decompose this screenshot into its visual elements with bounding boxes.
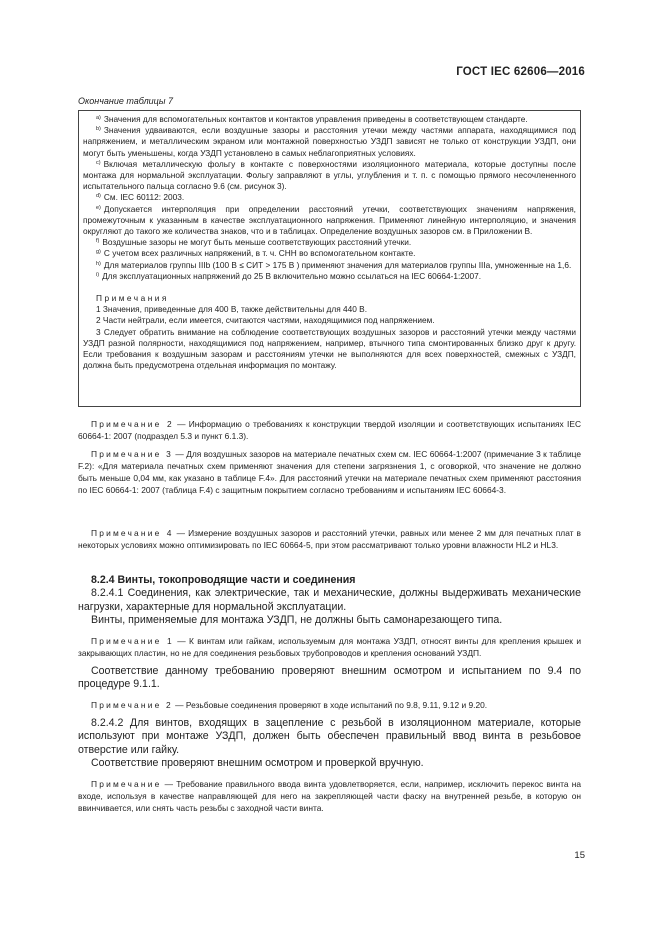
compliance-check: Соответствие данному требованию проверяют внешним осмотром и испытанием по 9.4 по процедуре 9.1.1. — [78, 664, 581, 690]
screw-requirement: Винты, применяемые для монтажа УЗДП, не должны быть самонарезающего типа. — [91, 614, 503, 626]
note-2: Примечание 2 — Информацию о требованиях к конструкции твердой изоляции и соответствующих испытаниях IEC 60664-1: 2007 (подраздел 5.3 и пункт 6.1.3). — [78, 419, 581, 441]
compliance-check-2: Соответствие проверяют внешним осмотром и проверкой вручную. — [91, 757, 424, 769]
footnote: $^{i)}$ Для эксплуатационных напряжений до 25 В включительно можно ссылаться на IEC 60664-1:2007. — [96, 270, 482, 281]
section-note-2: Примечание 2 — Резьбовые соединения проверяют в ходе испытаний по 9.8, 9.11, 9.12 и 9.20. — [91, 699, 488, 710]
section-8-2-4 — [78, 574, 581, 814]
note-3: Примечание 3 — Для воздушных зазоров на материале печатных схем см. IEC 60664-1:2007 (примечание 3 к таблице F.2): «Для материала печатных схем применяют значения для степени загрязнения 1, с оговоркой, что значение не должно быть меньше 0,04 мм, как указано в таблице F.4». Для расстояний утечки на материале печатных схем применяют расстояния по IEC 60664-1: 2007 (таблица F.4) с защитным покрытием согласно требованиям и испытаниям IEC 60664-3. — [78, 449, 582, 495]
footnote: $^{а)}$ Значения для вспомогательных контактов и контактов управления приведены в соответствующем стандарте. — [96, 114, 528, 124]
clause-8-2-4-2: 8.2.4.2 Для винтов, входящих в зацепление с резьбой в изоляционном материале, которые используют при монтаже УЗДП, должен быть обеспечен правильный ввод винта в резьбовое отверстие или гайку. — [78, 716, 581, 756]
clause-8-2-4-1: 8.2.4.1 Соединения, как электрические, так и механические, должны выдерживать механические нагрузки, характерные для нормальной эксплуатации. — [78, 587, 581, 613]
section-title: 8.2.4 Винты, токопроводящие части и соединения — [91, 574, 356, 586]
footnote: $^{с)}$ Включая металлическую фольгу в контакте с поверхностями изоляционного материала, которые доступны после монтажа для нормальной эксплуатации. Фольгу заправляют в углы, углубления и т. п. с помощью прямого несочлененного испытательного пальца согласно 9.6 (см. рисунок 3). — [83, 158, 576, 192]
table-caption: Окончание таблицы 7 — [78, 96, 173, 106]
standard-id: ГОСТ IEC 62606—2016 — [456, 66, 585, 78]
footnote: $^{f)}$ Воздушные зазоры не могут быть меньше соответствующих расстояний утечки. — [96, 237, 412, 248]
table-footnotes-box — [78, 110, 581, 407]
footnote: $^{h)}$ Для материалов группы IIIb (100 В ≤ СИТ > 175 В ) применяют значения для материалов группы IIIa, умноженные на 1,6. — [96, 259, 572, 270]
footnote: $^{d)}$ См. IEC 60112: 2003. — [96, 192, 185, 203]
footnote: $^{b)}$ Значения удваиваются, если воздушные зазоры и расстояния утечки между частями аппарата, находящимися под напряжением, и металлическим экраном или монтажной поверхностью УЗДП зависят не только от конструкции УЗДП, они могут быть уменьшены, когда УЗДП установлено в самых неблагоприятных условиях. — [83, 125, 576, 158]
table-notes-heading: Примечания — [96, 293, 169, 304]
section-note-1: Примечание 1 — К винтам или гайкам, используемым для монтажа УЗДП, относят винты для крепления крышек и закрывающих пластин, но не для соединения резьбовых трубопроводов и крепления оснований УЗДП. — [78, 635, 582, 658]
page-number: 15 — [574, 850, 585, 861]
section-note-3: Примечание — Требование правильного ввода винта удовлетворяется, если, например, исключить перекос винта на входе, используя в качестве направляющей для него на закрепляющей части фаску на внутренней резьбе, в которую он ввинчивается, или снять часть резьбы с заходной части винта. — [78, 778, 581, 813]
footnote: $^{g)}$ С учетом всех различных напряжений, в т. ч. СНН во вспомогательном контакте. — [96, 248, 416, 259]
note-4: Примечание 4 — Измерение воздушных зазоров и расстояний утечки, равных или менее 2 мм для печатных плат в некоторых условиях можно оптимизировать по IEC 60664-5, при этом рассматривают только уровни влажности HL2 и HL3. — [78, 528, 581, 550]
table-note: 1 Значения, приведенные для 400 В, также действительны для 440 В. — [96, 304, 367, 315]
table-note: 3 Следует обратить внимание на соблюдение соответствующих воздушных зазоров и расстояний утечки между частями УЗДП разной полярности, находящимися под напряжением, например, втычного типа смонтированных близко друг к другу. Если требования к воздушным зазорам и расстояниям утечки не выполняются для всех поверхностей, смежных с УЗДП, должна быть предусмотрена отдельная информация по монтажу. — [83, 326, 576, 371]
footnote: $^{е)}$ Допускается интерполяция при определении расстояний утечки, соответствующих значениям напряжения, промежуточным к указанным в качестве эксплуатационного напряжения. Применяют линейную интерполяцию, и значения округляют до такого же количества знаков, что и в таблицах. Определение воздушных зазоров см. в Приложении В. — [83, 203, 576, 237]
table-note: 2 Части нейтрали, если имеется, считаются частями, находящимися под напряжением. — [96, 315, 435, 326]
